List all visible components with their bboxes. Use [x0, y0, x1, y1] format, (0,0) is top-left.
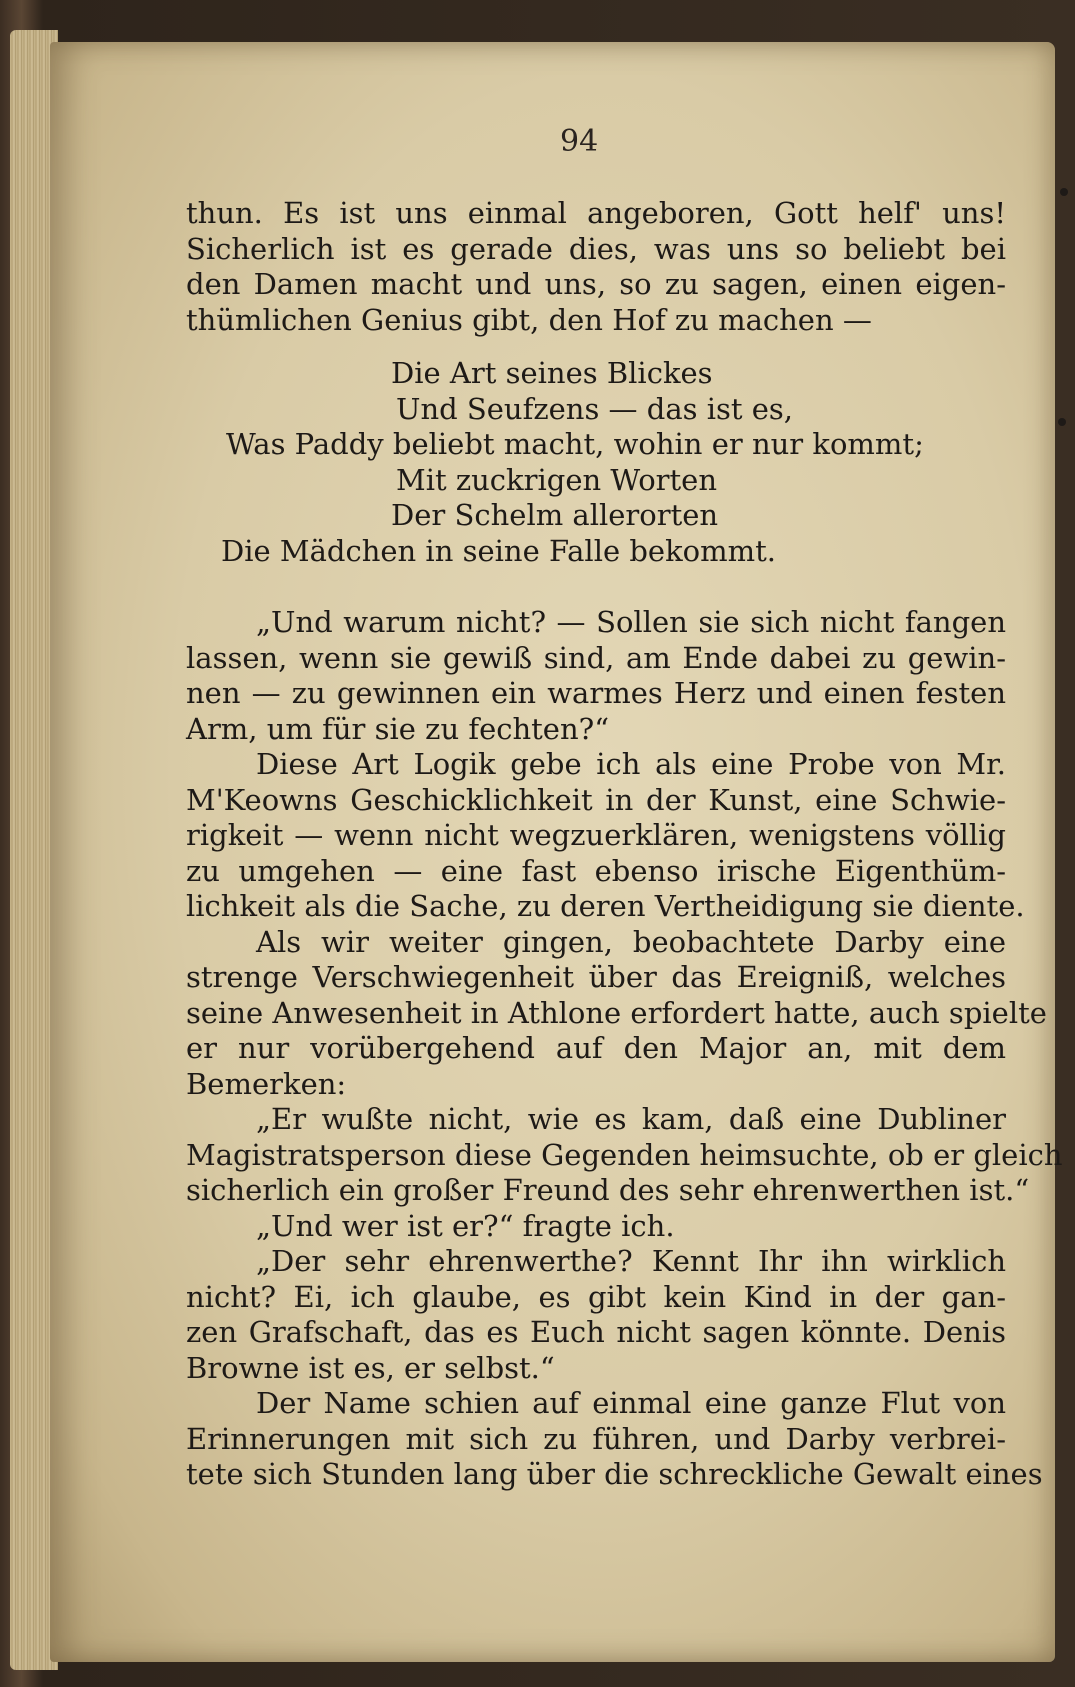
- paragraph-7: [186, 1244, 1006, 1386]
- text-line: rigkeit — wenn nicht wegzuerklären, wenigstens völlig: [186, 818, 1006, 852]
- text-line: Bemerken:: [186, 1066, 347, 1101]
- text-line: er nur vorübergehend auf den Major an, mit dem: [186, 1031, 1006, 1065]
- text-line: Arm, um für sie zu fechten?“: [186, 711, 610, 746]
- text-line: Diese Art Logik gebe ich als eine Probe von Mr.: [256, 747, 1006, 781]
- text-line: „Und wer ist er?“ fragte ich.: [256, 1208, 675, 1243]
- text-line: thümlichen Genius gibt, den Hof zu machen —: [186, 302, 872, 337]
- text-line: zu umgehen — eine fast ebenso irische Eigenthüm-: [186, 853, 1006, 888]
- text-line: zen Grafschaft, das es Euch nicht sagen könnte. Denis: [186, 1315, 1006, 1349]
- text-line: Als wir weiter gingen, beobachtete Darby eine: [256, 924, 1006, 959]
- text-line: tete sich Stunden lang über die schreckliche Gewalt eines: [186, 1457, 1043, 1491]
- paragraph-3: [186, 747, 1025, 925]
- text-line: Browne ist es, er selbst.“: [186, 1350, 555, 1385]
- verse-line: Und Seufzens — das ist es,: [396, 391, 794, 426]
- verse-line: Mit zuckrigen Worten: [396, 462, 718, 497]
- verse-block: [186, 356, 1006, 569]
- paragraph-1: [186, 196, 1006, 338]
- paragraph-6: [186, 1209, 1006, 1245]
- text-line: sicherlich ein großer Freund des sehr ehrenwerthen ist.“: [186, 1173, 1030, 1207]
- paragraph-4: [186, 924, 1047, 1103]
- verse-line: Die Art seines Blickes: [391, 356, 713, 390]
- edge-mark: [1058, 418, 1066, 426]
- text-line: lichkeit als die Sache, zu deren Vertheidigung sie diente.: [186, 889, 1025, 923]
- paragraph-8: [186, 1386, 1043, 1493]
- text-line: lassen, wenn sie gewiß sind, am Ende dabei zu gewin-: [186, 640, 1006, 675]
- text-line: strenge Verschwiegenheit über das Ereigniß, welches: [186, 960, 1006, 994]
- text-line: den Damen macht und uns, so zu sagen, einen eigen-: [186, 267, 1006, 301]
- verse-line: Der Schelm allerorten: [391, 498, 719, 532]
- text-line: thun. Es ist uns einmal angeboren, Gott helf' uns!: [186, 196, 1006, 230]
- text-line: M'Keowns Geschicklichkeit in der Kunst, eine Schwie-: [186, 782, 1006, 817]
- text-line: Erinnerungen mit sich zu führen, und Darby verbrei-: [186, 1421, 1006, 1456]
- text-line: Sicherlich ist es gerade dies, was uns so beliebt bei: [186, 231, 1006, 266]
- edge-mark: [1060, 188, 1068, 196]
- text-line: „Der sehr ehrenwerthe? Kennt Ihr ihn wirklich: [256, 1244, 1006, 1278]
- paragraph-5: [186, 1102, 1063, 1209]
- verse-line: Die Mädchen in seine Falle bekommt.: [221, 533, 776, 568]
- verse-line: Was Paddy beliebt macht, wohin er nur kommt;: [226, 427, 924, 461]
- text-line: nen — zu gewinnen ein warmes Herz und einen festen: [186, 676, 1006, 710]
- page-text: [186, 196, 1063, 1493]
- text-line: „Und warum nicht? — Sollen sie sich nicht fangen: [256, 605, 1006, 639]
- text-line: „Er wußte nicht, wie es kam, daß eine Dubliner: [256, 1102, 1006, 1136]
- text-line: Magistratsperson diese Gegenden heimsuchte, ob er gleich: [186, 1137, 1063, 1172]
- text-line: Der Name schien auf einmal eine ganze Flut von: [256, 1386, 1006, 1420]
- text-line: nicht? Ei, ich glaube, es gibt kein Kind in der gan-: [186, 1279, 1006, 1314]
- page-number: 94: [560, 124, 599, 159]
- text-line: seine Anwesenheit in Athlone erfordert hatte, auch spielte: [186, 995, 1047, 1030]
- paragraph-2: [186, 605, 1006, 747]
